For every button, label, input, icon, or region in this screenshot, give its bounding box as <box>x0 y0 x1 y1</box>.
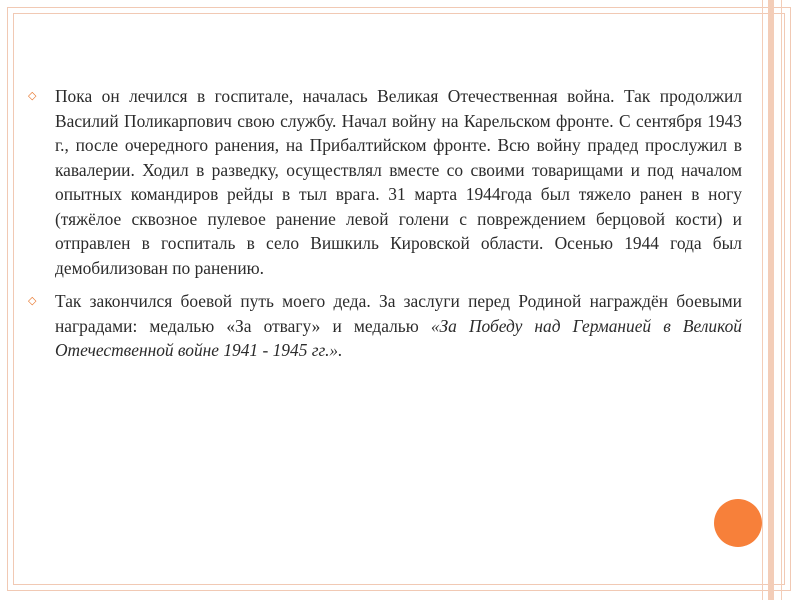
diamond-bullet-icon: ◇ <box>28 294 37 307</box>
accent-circle <box>714 499 762 547</box>
paragraph-war-service <box>28 84 742 280</box>
diamond-bullet-icon: ◇ <box>28 89 37 102</box>
side-decor-line <box>762 0 763 600</box>
side-decor-line-outer <box>781 0 782 600</box>
paragraph-text: Так закончился боевой путь моего деда. За заслуги перед Родиной награждён боевыми наградами: медалью «За отвагу» и медалью <box>55 291 742 336</box>
side-decor-band <box>768 0 774 600</box>
paragraph-awards <box>28 289 742 363</box>
slide-body <box>28 84 742 372</box>
paragraph-text: Пока он лечился в госпитале, началась Великая Отечественная война. Так продолжил Василий Поликарпович свою службу. Начал войну на Карельском фронте. С сентября 1943 г., после очередного ранения, на Прибалтийском фронте. Всю войну прадед прослужил в кавалерии. Ходил в разведку, осуществлял вместе со своими товарищами и под началом опытных командиров рейды в тыл врага. 31 марта 1944года был тяжело ранен в ногу (тяжёлое сквозное пулевое ранение левой голени с повреждением берцовой кости) и отправлен в госпиталь в село Вишкиль Кировской области. Осенью 1944 года был демобилизован по ранению. <box>55 86 742 278</box>
medal-name-italic: «За Победу над Германией в Великой Отечественной войне 1941 - 1945 гг.». <box>55 315 742 360</box>
